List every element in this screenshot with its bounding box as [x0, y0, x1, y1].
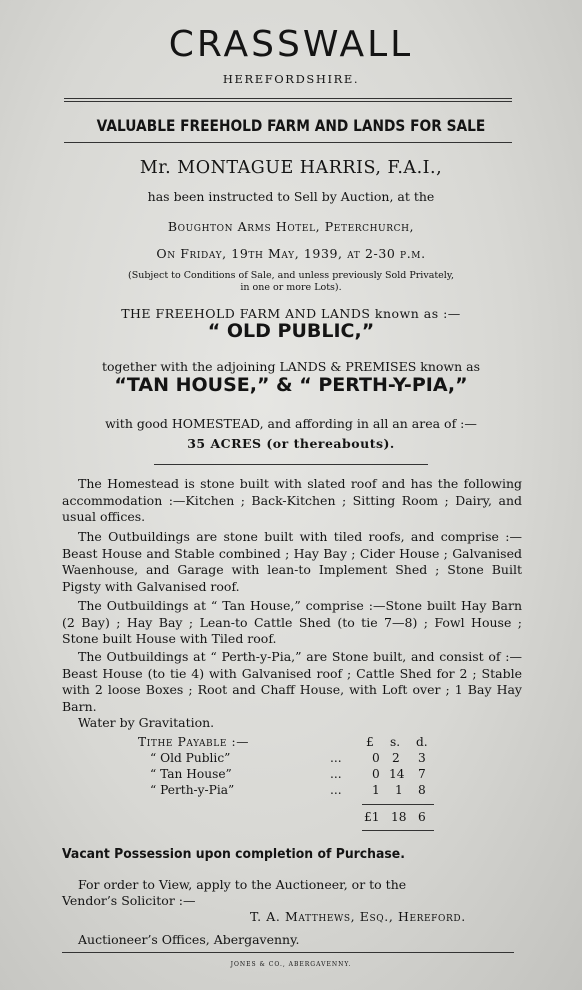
tithe-row-pence: 7	[418, 767, 426, 781]
outbuildings-description	[62, 529, 522, 595]
tithe-col-shillings: s.	[390, 735, 401, 749]
date-line: On Friday, 19th May, 1939, at 2-30 p.m.	[156, 246, 426, 261]
tithe-row-pounds: 0	[372, 751, 380, 765]
tithe-total-shillings: 18	[391, 810, 407, 824]
tithe-row-shillings: 1	[395, 783, 403, 797]
venue-line: Boughton Arms Hotel, Peterchurch,	[167, 219, 415, 234]
tithe-total-pence: 6	[418, 810, 426, 824]
homestead-paragraph: The Homestead is stone built with slated roof and has the following accommodation :—Kitchen ; Back-Kitchen ; Sitting Room ; Dairy, and usual offices.	[62, 476, 522, 524]
bottom-rule	[62, 952, 514, 953]
view-line-2: Vendor’s Solicitor :—	[62, 893, 196, 908]
tithe-total-pounds: £1	[364, 810, 380, 824]
tithe-row-pence: 3	[418, 751, 426, 765]
tithe-row-dots: ...	[330, 783, 342, 797]
instructed-line: has been instructed to Sell by Auction, at the	[147, 189, 435, 204]
tithe-row-dots: ...	[330, 767, 342, 781]
tan-house-paragraph: The Outbuildings at “ Tan House,” comprise :—Stone built Hay Barn (2 Bay) ; Hay Bay ; Lean-to Cattle Shed (to tie 7—8) ; Fowl House ; Stone built House with Tiled roof.	[62, 598, 522, 646]
top-rule	[64, 98, 512, 99]
tithe-col-pence: d.	[416, 735, 428, 749]
conditions-line-1: (Subject to Conditions of Sale, and unless previously Sold Privately,	[128, 270, 454, 281]
perth-y-pia-description	[62, 649, 522, 715]
banner-rule	[64, 142, 512, 143]
top-rule-inner	[64, 101, 512, 102]
conditions-line-2: in one or more Lots).	[240, 282, 342, 293]
county-subtitle: HEREFORDSHIRE.	[222, 72, 360, 86]
perth-y-pia-paragraph: The Outbuildings at “ Perth-y-Pia,” are Stone built, and consist of :—Beast House (to tie 4) with Galvanised roof ; Cattle Shed for 2 ; Stable with 2 loose Boxes ; Root and Chaff House, with Loft over ; 1 Bay Hay Barn.	[62, 649, 522, 714]
tithe-col-pounds: £	[366, 735, 374, 749]
tithe-row-label: “ Perth-y-Pia”	[150, 783, 235, 797]
together-line: together with the adjoining LANDS & PREMISES known as	[101, 359, 481, 374]
tithe-total-rule	[362, 830, 434, 831]
property-name: “ OLD PUBLIC,”	[207, 320, 375, 342]
view-line-1: For order to View, apply to the Auctioneer, or to the	[78, 877, 407, 892]
vacant-possession: Vacant Possession upon completion of Purchase.	[62, 846, 405, 862]
tithe-row-shillings: 14	[389, 767, 405, 781]
poster-title: CRASSWALL	[168, 24, 414, 65]
acreage: 35 ACRES (or thereabouts).	[187, 436, 395, 451]
adjoining-lands: “TAN HOUSE,” & “ PERTH-Y-PIA,”	[114, 374, 468, 396]
tithe-row-pence: 8	[418, 783, 426, 797]
printer-imprint: JONES & CO., ABERGAVENNY.	[230, 961, 352, 968]
tithe-sum-rule	[362, 804, 434, 805]
auctioneer-offices: Auctioneer’s Offices, Abergavenny.	[78, 932, 300, 947]
homestead-line: with good HOMESTEAD, and affording in all an area of :—	[105, 416, 477, 431]
acreage-rule	[154, 464, 428, 465]
tan-house-description	[62, 598, 522, 648]
water-supply: Water by Gravitation.	[78, 715, 215, 730]
tithe-row-label: “ Old Public”	[150, 751, 231, 765]
auctioneer-name: Mr. MONTAGUE HARRIS, F.A.I.,	[139, 158, 443, 178]
tithe-row-dots: ...	[330, 751, 342, 765]
outbuildings-paragraph: The Outbuildings are stone built with tiled roofs, and comprise :—Beast House and Stable combined ; Hay Bay ; Cider House ; Galvanised Waenhouse, and Garage with lean-to Implement Shed ; Stone Built Pigsty with Galvanised roof.	[62, 529, 522, 594]
tithe-row-label: “ Tan House”	[150, 767, 232, 781]
homestead-description	[62, 476, 522, 526]
solicitor-name: T. A. Matthews, Esq., Hereford.	[250, 909, 466, 924]
tithe-heading: Tithe Payable :—	[138, 735, 249, 749]
tithe-row-shillings: 2	[392, 751, 400, 765]
tithe-row-pounds: 1	[372, 783, 380, 797]
sale-banner: VALUABLE FREEHOLD FARM AND LANDS FOR SALE	[96, 116, 486, 135]
freehold-intro: THE FREEHOLD FARM AND LANDS known as :—	[121, 306, 461, 321]
tithe-row-pounds: 0	[372, 767, 380, 781]
